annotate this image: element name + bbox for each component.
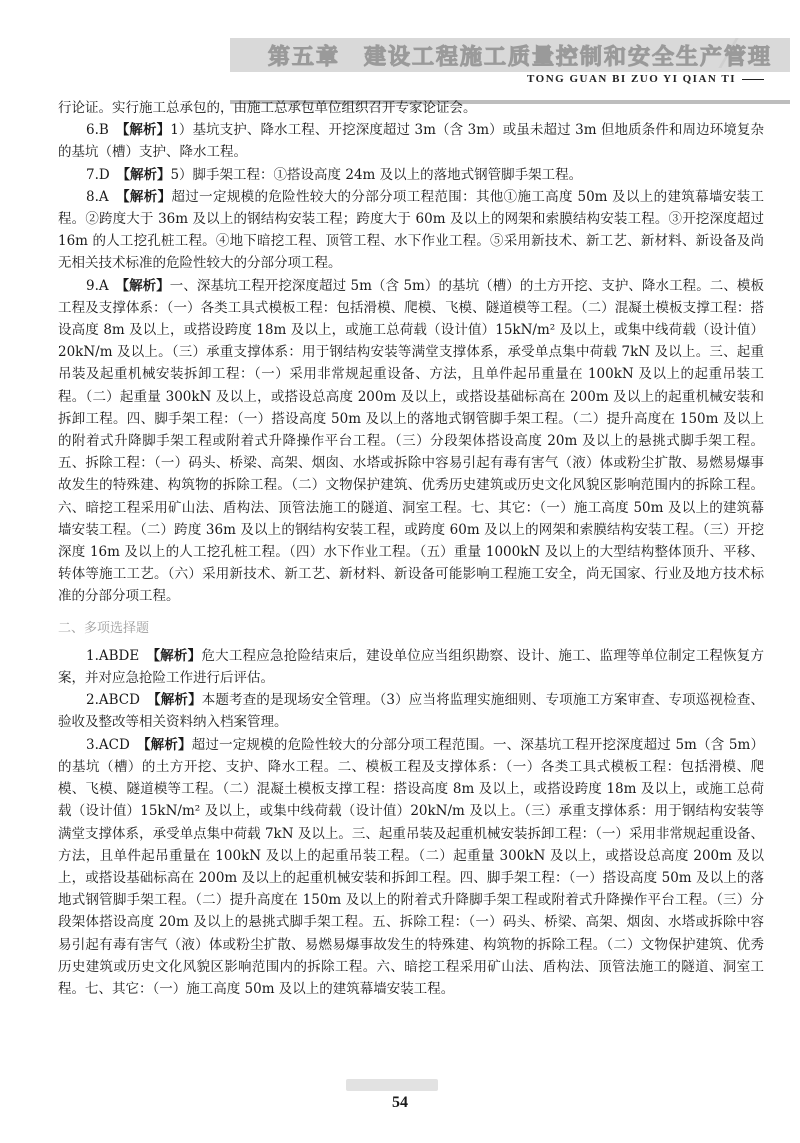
answer-item xyxy=(58,186,764,275)
analysis-tag: 【解析】 xyxy=(153,647,202,664)
analysis-tag: 【解析】 xyxy=(122,188,172,205)
paragraph-text: 行论证。实行施工总承包的，由施工总承包单位组织召开专家论证会。 xyxy=(58,100,477,116)
analysis-tag: 【解析】 xyxy=(143,736,192,753)
answer-label: 8.A xyxy=(86,188,109,205)
analysis-tag: 【解析】 xyxy=(122,277,170,294)
answer-item xyxy=(58,689,764,733)
answer-text: 危大工程应急抢险结束后，建设单位应当组织勘察、设计、施工、监理等单位制定工程恢复方案，并对应急抢险工作进行后评估。 xyxy=(58,647,765,687)
page-header xyxy=(0,0,800,88)
answer-item xyxy=(58,734,764,1000)
paragraph-continuation xyxy=(58,97,764,119)
answer-label: 2.ABCD xyxy=(86,692,140,709)
answer-label: 1.ABDE xyxy=(86,647,140,664)
answer-label: 7.D xyxy=(86,166,110,183)
analysis-tag: 【解析】 xyxy=(123,166,171,183)
analysis-tag: 【解析】 xyxy=(153,692,202,709)
chapter-title: 第五章 建设工程施工质量控制和安全生产管理 xyxy=(268,45,773,70)
answer-text: 一、深基坑工程开挖深度超过 5m（含 5m）的基坑（槽）的土方开挖、支护、降水工程。二、模板工程及支撑体系：（一）各类工具式模板工程：包括滑模、爬模、飞模、隧道模等工程。（二）混凝土模板支撑工程：搭设高度 8m 及以上，或搭设跨度 18m 及以上，或施工总荷载（设计值）15kN/m² 及以上，或集中线荷载（设计值）20kN/m 及以上。（三）承重支撑体系：用于钢结构安装等满堂支撑体系，承受单点集中荷载 7kN 及以上。三、起重吊装及起重机械安装拆卸工程：（一）采用非常规起重设备、方法，且单件起吊重量在 100kN 及以上的起重吊装工程。（二）起重量 300kN 及以上，或搭设总高度 200m 及以上，或搭设基础标高在 200m 及以上的起重机械安装和拆卸工程。四、脚手架工程：（一）搭设高度 50m 及以上的落地式钢管脚手架工程。（二）提升高度在 150m 及以上的附着式升降脚手架工程或附着式升降操作平台工程。（三）分段架体搭设高度 20m 及以上的悬挑式脚手架工程。五、拆除工程：（一）码头、桥梁、高架、烟囱、水塔或拆除中容易引起有毒有害气（液）体或粉尘扩散、易燃易爆事故发生的特殊建、构筑物的拆除工程。（二）文物保护建筑、优秀历史建筑或历史文化风貌区影响范围内的拆除工程。六、暗挖工程采用矿山法、盾构法、顶管法施工的隧道、洞室工程。七、其它：（一）施工高度 50m 及以上的建筑幕墙安装工程。（二）跨度 36m 及以上的钢结构安装工程，或跨度 60m 及以上的网架和索膜结构安装工程。（三）开挖深度 16m 及以上的人工挖孔桩工程。（四）水下作业工程。（五）重量 1000kN 及以上的大型结构整体顶升、平移、转体等施工工艺。（六）采用新技术、新工艺、新材料、新设备可能影响工程施工安全，尚无国家、行业及地方技术标准的分部分项工程。 xyxy=(58,277,764,605)
answer-item xyxy=(58,645,764,689)
answer-text: 超过一定规模的危险性较大的分部分项工程范围：其他①施工高度 50m 及以上的建筑幕墙安装工程。②跨度大于 36m 及以上的钢结构安装工程；跨度大于 60m 及以上的网架和索膜结构安装工程。③开挖深度超过 16m 的人工挖孔桩工程。④地下暗挖工程、顶管工程、水下作业工程。⑤采用新技术、新工艺、新材料、新设备及尚无相关技术标准的危险性较大的分部分项工程。 xyxy=(58,188,765,272)
section-heading: 二、多项选择题 xyxy=(58,620,150,636)
answer-body xyxy=(58,97,764,1000)
answer-text: 超过一定规模的危险性较大的分部分项工程范围。一、深基坑工程开挖深度超过 5m（含 5m）的基坑（槽）的土方开挖、支护、降水工程。二、模板工程及支撑体系：（一）各类工具式模板工程：包括滑模、爬模、飞模、隧道模等工程。（二）混凝土模板支撑工程：搭设高度 8m 及以上，或搭设跨度 18m 及以上，或施工总荷载（设计值）15kN/m² 及以上，或集中线荷载（设计值）20kN/m 及以上。（三）承重支撑体系：用于钢结构安装等满堂支撑体系，承受单点集中荷载 7kN 及以上。三、起重吊装及起重机械安装拆卸工程：（一）采用非常规起重设备、方法，且单件起吊重量在 100kN 及以上的起重吊装工程。（二）起重量 300kN 及以上，或搭设总高度 200m 及以上，或搭设基础标高在 200m 及以上的起重机械安装和拆卸工程。四、脚手架工程：（一）搭设高度 50m 及以上的落地式钢管脚手架工程。（二）提升高度在 150m 及以上的附着式升降脚手架工程或附着式升降操作平台工程。（三）分段架体搭设高度 20m 及以上的悬挑式脚手架工程。五、拆除工程：（一）码头、桥梁、高架、烟囱、水塔或拆除中容易引起有毒有害气（液）体或粉尘扩散、易燃易爆事故发生的特殊建、构筑物的拆除工程。（二）文物保护建筑、优秀历史建筑或历史文化风貌区影响范围内的拆除工程。六、暗挖工程采用矿山法、盾构法、顶管法施工的隧道、洞室工程。七、其它：（一）施工高度 50m 及以上的建筑幕墙安装工程。 xyxy=(58,736,765,997)
answer-item xyxy=(58,119,764,163)
answer-text: 本题考查的是现场安全管理。（3）应当将监理实施细则、专项施工方案审查、专项巡视检查、验收及整改等相关资料纳入档案管理。 xyxy=(58,692,765,731)
answer-label: 3.ACD xyxy=(86,736,130,753)
answer-item xyxy=(58,164,764,186)
answer-label: 9.A xyxy=(86,277,109,294)
footer-decoration xyxy=(346,1079,438,1091)
answer-text: 5）脚手架工程：①搭设高度 24m 及以上的落地式钢管脚手架工程。 xyxy=(170,166,583,183)
page-number: 54 xyxy=(392,1094,408,1111)
answer-item xyxy=(58,275,764,608)
series-subtitle: TONG GUAN BI ZUO YI QIAN TI xyxy=(527,73,764,85)
answer-label: 6.B xyxy=(86,122,109,139)
analysis-tag: 【解析】 xyxy=(122,122,171,139)
answer-text: 1）基坑支护、降水工程、开挖深度超过 3m（含 3m）或虽未超过 3m 但地质条件和周边环境复杂的基坑（槽）支护、降水工程。 xyxy=(58,122,765,161)
